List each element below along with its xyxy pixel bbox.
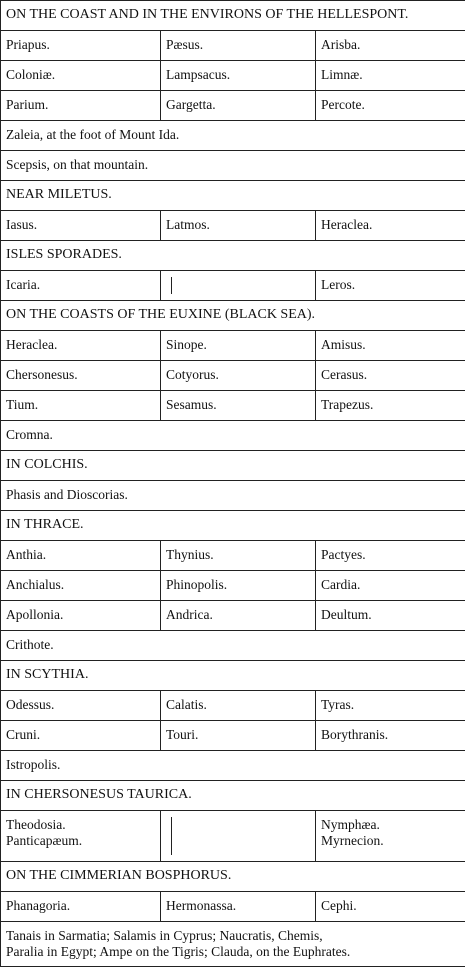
place-cell: Iasus. [1, 211, 161, 241]
place-cell: Anchialus. [1, 571, 161, 601]
place-cell: Leros. [316, 271, 465, 301]
place-cell: Andrica. [161, 601, 316, 631]
vertical-mark [171, 817, 172, 855]
place-cell [1, 811, 161, 862]
place-line: Theodosia. [6, 817, 66, 832]
place-cell: Amisus. [316, 331, 465, 361]
table-row [1, 892, 465, 922]
table-row [1, 331, 465, 361]
table-row [1, 691, 465, 721]
note-cell: Zaleia, at the foot of Mount Ida. [1, 121, 465, 151]
section-header-row [1, 511, 465, 541]
place-cell: Anthia. [1, 541, 161, 571]
section-header-row [1, 181, 465, 211]
place-cell: Cardia. [316, 571, 465, 601]
place-cell: Cephi. [316, 892, 465, 922]
note-row [1, 481, 465, 511]
place-cell: Sinope. [161, 331, 316, 361]
table-row [1, 271, 465, 301]
section-header: ON THE COAST AND IN THE ENVIRONS OF THE HELLESPONT. [1, 1, 465, 31]
place-cell: Hermonassa. [161, 892, 316, 922]
place-cell: Cerasus. [316, 361, 465, 391]
section-header: ISLES SPORADES. [1, 241, 465, 271]
section-header-row [1, 1, 465, 31]
place-cell: Thynius. [161, 541, 316, 571]
note-cell: Phasis and Dioscorias. [1, 481, 465, 511]
place-cell: Odessus. [1, 691, 161, 721]
section-header-row [1, 661, 465, 691]
table-row [1, 361, 465, 391]
section-header: NEAR MILETUS. [1, 181, 465, 211]
note-row [1, 151, 465, 181]
footer-line: Tanais in Sarmatia; Salamis in Cyprus; Naucratis, Chemis, [6, 928, 323, 943]
table-row [1, 211, 465, 241]
place-cell: Tium. [1, 391, 161, 421]
place-cell: Cruni. [1, 721, 161, 751]
table-row [1, 91, 465, 121]
place-cell: Arisba. [316, 31, 465, 61]
table-row [1, 571, 465, 601]
place-cell: Coloniæ. [1, 61, 161, 91]
place-cell: Deultum. [316, 601, 465, 631]
place-cell: Trapezus. [316, 391, 465, 421]
section-header-row [1, 781, 465, 811]
place-line: Myrnecion. [321, 833, 384, 848]
place-cell: Icaria. [1, 271, 161, 301]
place-cell: Tyras. [316, 691, 465, 721]
place-cell: Heraclea. [1, 331, 161, 361]
section-header: ON THE COASTS OF THE EUXINE (BLACK SEA). [1, 301, 465, 331]
note-cell: Cromna. [1, 421, 465, 451]
section-header-row [1, 301, 465, 331]
section-header: IN CHERSONESUS TAURICA. [1, 781, 465, 811]
table-row [1, 391, 465, 421]
note-cell: Crithote. [1, 631, 465, 661]
note-row [1, 421, 465, 451]
place-line: Nymphæa. [321, 817, 380, 832]
section-header-row [1, 862, 465, 892]
place-cell: Latmos. [161, 211, 316, 241]
place-cell: Cotyorus. [161, 361, 316, 391]
footer-row [1, 922, 465, 967]
place-cell: Calatis. [161, 691, 316, 721]
place-cell: Phanagoria. [1, 892, 161, 922]
place-cell: Percote. [316, 91, 465, 121]
table-row [1, 811, 465, 862]
footer-line: Paralia in Egypt; Ampe on the Tigris; Clauda, on the Euphrates. [6, 944, 351, 959]
place-cell [316, 811, 465, 862]
place-cell: Heraclea. [316, 211, 465, 241]
footer-cell [1, 922, 465, 967]
place-cell: Pæsus. [161, 31, 316, 61]
place-cell: Priapus. [1, 31, 161, 61]
note-row [1, 751, 465, 781]
place-cell: Sesamus. [161, 391, 316, 421]
table-row [1, 541, 465, 571]
place-cell: Parium. [1, 91, 161, 121]
table-row [1, 721, 465, 751]
place-cell: Pactyes. [316, 541, 465, 571]
table-row [1, 61, 465, 91]
table-row [1, 601, 465, 631]
place-cell: Touri. [161, 721, 316, 751]
vertical-mark [171, 277, 172, 294]
place-cell [161, 271, 316, 301]
section-header-row [1, 241, 465, 271]
place-cell: Borythranis. [316, 721, 465, 751]
note-row [1, 121, 465, 151]
note-row [1, 631, 465, 661]
place-cell: Chersonesus. [1, 361, 161, 391]
note-cell: Istropolis. [1, 751, 465, 781]
section-header-row [1, 451, 465, 481]
place-cell: Phinopolis. [161, 571, 316, 601]
place-line: Panticapæum. [6, 833, 83, 848]
note-cell: Scepsis, on that mountain. [1, 151, 465, 181]
place-cell: Lampsacus. [161, 61, 316, 91]
section-header: IN THRACE. [1, 511, 465, 541]
place-cell: Apollonia. [1, 601, 161, 631]
section-header: IN SCYTHIA. [1, 661, 465, 691]
section-header: IN COLCHIS. [1, 451, 465, 481]
section-header: ON THE CIMMERIAN BOSPHORUS. [1, 862, 465, 892]
place-cell: Limnæ. [316, 61, 465, 91]
table-row [1, 31, 465, 61]
place-cell [161, 811, 316, 862]
place-cell: Gargetta. [161, 91, 316, 121]
